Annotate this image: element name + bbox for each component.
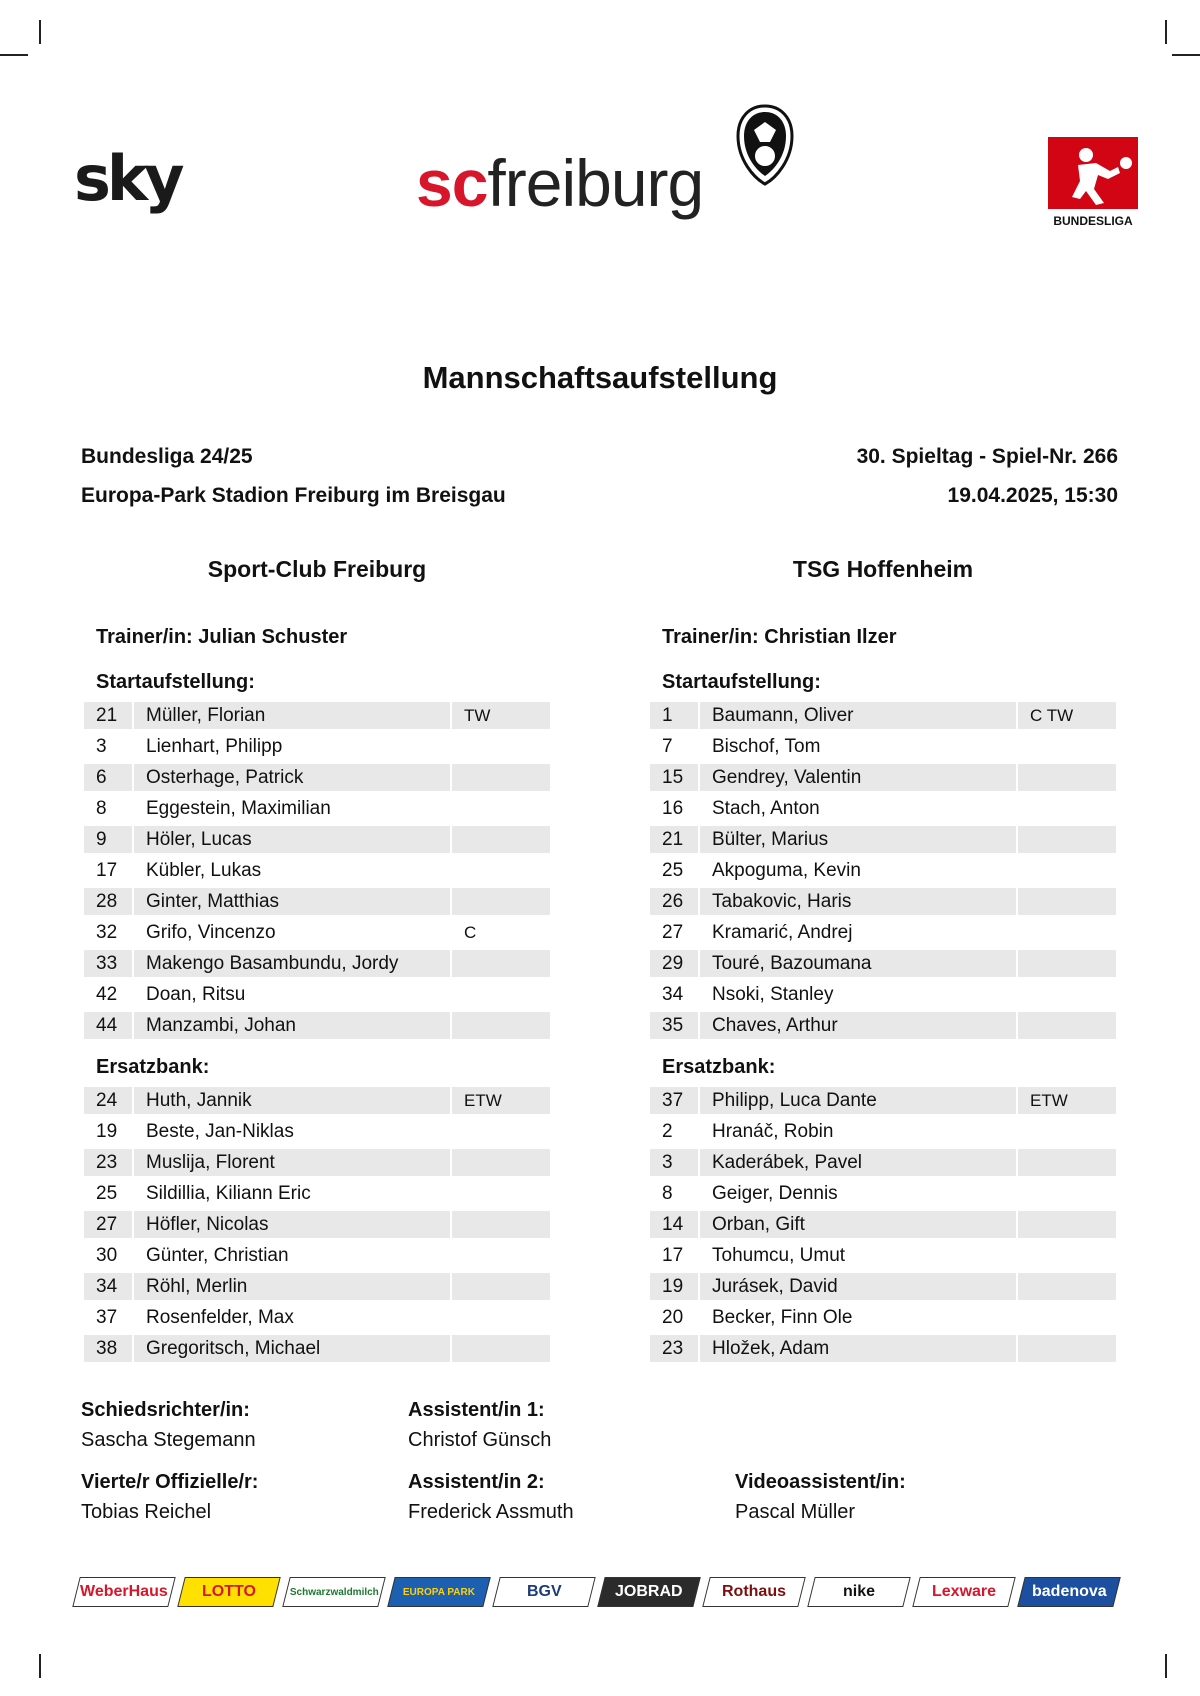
sponsor-name: badenova xyxy=(1031,1583,1107,1600)
player-row xyxy=(650,981,1116,1008)
home-start-label: Startaufstellung: xyxy=(96,671,255,693)
player-role xyxy=(452,733,550,760)
player-row xyxy=(84,1211,550,1238)
player-name: Bischof, Tom xyxy=(712,736,821,757)
player-role xyxy=(1018,826,1116,853)
player-role xyxy=(452,1180,550,1207)
player-number: 24 xyxy=(84,1087,132,1114)
player-number: 34 xyxy=(84,1273,132,1300)
var-label: Videoassistent/in: xyxy=(735,1471,906,1493)
player-name: Kramarić, Andrej xyxy=(712,922,853,943)
player-number: 19 xyxy=(96,1121,118,1142)
player-name: Kübler, Lukas xyxy=(146,860,262,881)
player-number: 1 xyxy=(650,702,698,729)
player-row xyxy=(650,1273,1116,1300)
player-name: Hranáč, Robin xyxy=(712,1121,834,1142)
logo-part-freiburg: freiburg xyxy=(487,146,704,220)
player-name: Makengo Basambundu, Jordy xyxy=(134,950,450,977)
player-number: 27 xyxy=(662,922,684,943)
page-title: Mannschaftsaufstellung xyxy=(422,360,778,395)
crop-mark xyxy=(39,1654,41,1678)
player-name: Hložek, Adam xyxy=(700,1335,1016,1362)
bundesliga-logo-text: BUNDESLIGA xyxy=(1053,214,1133,228)
sponsor-logo xyxy=(597,1577,700,1607)
player-row xyxy=(84,702,550,729)
sky-logo: sky xyxy=(74,142,181,215)
player-row xyxy=(84,764,550,791)
player-role xyxy=(452,1118,550,1145)
sponsor-logo xyxy=(912,1577,1015,1607)
player-row xyxy=(84,1087,550,1114)
player-name: Kaderábek, Pavel xyxy=(700,1149,1016,1176)
player-number: 37 xyxy=(96,1307,118,1328)
assistant2-name: Frederick Assmuth xyxy=(408,1501,574,1523)
crop-mark xyxy=(39,20,41,44)
player-name: Huth, Jannik xyxy=(134,1087,450,1114)
player-role xyxy=(452,795,550,822)
player-row xyxy=(650,1012,1116,1039)
player-row xyxy=(84,857,550,884)
sponsor-name: Rothaus xyxy=(722,1583,786,1600)
player-role xyxy=(1018,1180,1116,1207)
player-name: Chaves, Arthur xyxy=(700,1012,1016,1039)
player-number: 2 xyxy=(662,1121,673,1142)
sc-freiburg-logo xyxy=(416,146,704,220)
player-number: 35 xyxy=(650,1012,698,1039)
player-name: Tabakovic, Haris xyxy=(700,888,1016,915)
player-row xyxy=(650,826,1116,853)
fourth-official-label: Vierte/r Offizielle/r: xyxy=(81,1471,259,1493)
home-bench-label: Ersatzbank: xyxy=(96,1056,210,1078)
player-role xyxy=(1018,764,1116,791)
player-row xyxy=(650,1149,1116,1176)
player-role xyxy=(452,857,550,884)
player-name: Lienhart, Philipp xyxy=(146,736,283,757)
player-name: Bülter, Marius xyxy=(700,826,1016,853)
player-number: 42 xyxy=(96,984,118,1005)
assistant2-label: Assistent/in 2: xyxy=(408,1471,545,1493)
player-role xyxy=(1018,733,1116,760)
player-row xyxy=(650,888,1116,915)
player-role xyxy=(1018,1273,1116,1300)
assistant1-label: Assistent/in 1: xyxy=(408,1399,545,1421)
player-name: Doan, Ritsu xyxy=(146,984,246,1005)
player-role xyxy=(452,1304,550,1331)
player-row xyxy=(84,795,550,822)
player-row xyxy=(650,1180,1116,1207)
player-number: 6 xyxy=(84,764,132,791)
player-name: Philipp, Luca Dante xyxy=(700,1087,1016,1114)
player-row xyxy=(84,1242,550,1269)
player-number: 29 xyxy=(650,950,698,977)
bundesliga-logo xyxy=(1048,137,1138,209)
player-row xyxy=(84,1149,550,1176)
player-row xyxy=(650,1118,1116,1145)
player-number: 17 xyxy=(96,860,118,881)
home-team-name: Sport-Club Freiburg xyxy=(207,556,427,582)
player-number: 38 xyxy=(84,1335,132,1362)
player-number: 28 xyxy=(84,888,132,915)
player-number: 27 xyxy=(84,1211,132,1238)
sponsor-logo xyxy=(177,1577,280,1607)
player-name: Touré, Bazoumana xyxy=(700,950,1016,977)
player-row xyxy=(84,1118,550,1145)
player-number: 32 xyxy=(96,922,118,943)
player-role xyxy=(1018,1335,1116,1362)
sponsor-logo xyxy=(807,1577,910,1607)
player-number: 17 xyxy=(662,1245,684,1266)
player-number: 7 xyxy=(662,736,673,757)
player-row xyxy=(650,1335,1116,1362)
player-name: Gendrey, Valentin xyxy=(700,764,1016,791)
crop-mark xyxy=(1172,54,1200,56)
crop-mark xyxy=(1165,1654,1167,1678)
player-role xyxy=(452,950,550,977)
player-row xyxy=(84,981,550,1008)
player-row xyxy=(650,1211,1116,1238)
player-name: Manzambi, Johan xyxy=(134,1012,450,1039)
away-bench-label: Ersatzbank: xyxy=(662,1056,776,1078)
player-role xyxy=(1018,888,1116,915)
player-row xyxy=(84,1304,550,1331)
player-role xyxy=(1018,1304,1116,1331)
sponsor-logo xyxy=(282,1577,385,1607)
player-name: Höler, Lucas xyxy=(134,826,450,853)
player-row xyxy=(84,1273,550,1300)
var-name: Pascal Müller xyxy=(735,1501,856,1523)
player-number: 8 xyxy=(662,1183,673,1204)
player-row xyxy=(650,950,1116,977)
player-row xyxy=(84,950,550,977)
player-role: ETW xyxy=(452,1087,550,1114)
player-name: Rosenfelder, Max xyxy=(146,1307,294,1328)
sponsor-name: EUROPA PARK xyxy=(402,1586,476,1598)
sponsor-name: WeberHaus xyxy=(80,1583,168,1600)
player-row xyxy=(84,888,550,915)
player-row xyxy=(650,1242,1116,1269)
player-number: 44 xyxy=(84,1012,132,1039)
player-number: 15 xyxy=(650,764,698,791)
player-name: Geiger, Dennis xyxy=(712,1183,838,1204)
player-name: Orban, Gift xyxy=(700,1211,1016,1238)
player-number: 19 xyxy=(650,1273,698,1300)
player-row xyxy=(84,1335,550,1362)
player-number: 23 xyxy=(84,1149,132,1176)
player-name: Sildillia, Kiliann Eric xyxy=(146,1183,311,1204)
player-name: Grifo, Vincenzo xyxy=(146,922,276,943)
player-number: 26 xyxy=(650,888,698,915)
player-name: Müller, Florian xyxy=(134,702,450,729)
player-row xyxy=(650,1304,1116,1331)
player-number: 33 xyxy=(84,950,132,977)
player-name: Gregoritsch, Michael xyxy=(134,1335,450,1362)
player-name: Röhl, Merlin xyxy=(134,1273,450,1300)
fourth-official-name: Tobias Reichel xyxy=(81,1501,212,1523)
away-start-label: Startaufstellung: xyxy=(662,671,821,693)
player-role xyxy=(1018,1118,1116,1145)
player-role: C xyxy=(464,923,477,942)
player-number: 9 xyxy=(84,826,132,853)
player-name: Eggestein, Maximilian xyxy=(146,798,331,819)
sponsor-name: LOTTO xyxy=(202,1583,256,1600)
player-number: 3 xyxy=(96,736,107,757)
player-role xyxy=(452,1149,550,1176)
player-role xyxy=(452,1335,550,1362)
player-number: 34 xyxy=(662,984,684,1005)
sponsor-logo xyxy=(702,1577,805,1607)
sponsor-name: BGV xyxy=(526,1583,562,1600)
player-name: Muslija, Florent xyxy=(134,1149,450,1176)
stadium: Europa-Park Stadion Freiburg im Breisgau xyxy=(81,484,506,507)
player-name: Ginter, Matthias xyxy=(134,888,450,915)
player-row xyxy=(84,826,550,853)
player-name: Akpoguma, Kevin xyxy=(712,860,861,881)
player-role xyxy=(1018,919,1116,946)
player-name: Stach, Anton xyxy=(712,798,820,819)
crop-mark xyxy=(0,54,28,56)
player-role xyxy=(452,1273,550,1300)
referee-label: Schiedsrichter/in: xyxy=(81,1399,250,1421)
player-number: 21 xyxy=(84,702,132,729)
player-number: 25 xyxy=(662,860,684,881)
player-role xyxy=(1018,795,1116,822)
player-role xyxy=(452,1242,550,1269)
player-row xyxy=(84,1180,550,1207)
sponsor-logo xyxy=(492,1577,595,1607)
player-name: Osterhage, Patrick xyxy=(134,764,450,791)
crop-mark xyxy=(1165,20,1167,44)
player-row xyxy=(650,857,1116,884)
player-row xyxy=(84,919,550,946)
player-role xyxy=(1018,1242,1116,1269)
player-name: Baumann, Oliver xyxy=(700,702,1016,729)
player-number: 16 xyxy=(662,798,684,819)
player-row xyxy=(650,702,1116,729)
player-row xyxy=(650,1087,1116,1114)
player-role xyxy=(452,764,550,791)
player-role xyxy=(1018,981,1116,1008)
player-name: Tohumcu, Umut xyxy=(712,1245,846,1266)
player-number: 25 xyxy=(96,1183,118,1204)
player-role xyxy=(452,1211,550,1238)
player-number: 23 xyxy=(650,1335,698,1362)
player-name: Beste, Jan-Niklas xyxy=(146,1121,294,1142)
player-name: Becker, Finn Ole xyxy=(712,1307,853,1328)
match-datetime: 19.04.2025, 15:30 xyxy=(947,484,1118,507)
player-role xyxy=(452,826,550,853)
sponsor-name: Lexware xyxy=(931,1583,997,1600)
player-number: 37 xyxy=(650,1087,698,1114)
player-role: ETW xyxy=(1018,1087,1116,1114)
home-trainer: Trainer/in: Julian Schuster xyxy=(96,626,348,648)
player-name: Nsoki, Stanley xyxy=(712,984,834,1005)
player-name: Jurásek, David xyxy=(700,1273,1016,1300)
player-number: 21 xyxy=(650,826,698,853)
player-role xyxy=(1018,1149,1116,1176)
away-trainer: Trainer/in: Christian Ilzer xyxy=(662,626,897,648)
player-number: 14 xyxy=(650,1211,698,1238)
sponsor-logo xyxy=(1017,1577,1120,1607)
player-role xyxy=(1018,950,1116,977)
player-role xyxy=(1018,1012,1116,1039)
player-role: C TW xyxy=(1018,702,1116,729)
competition: Bundesliga 24/25 xyxy=(81,445,253,468)
player-row xyxy=(650,919,1116,946)
player-row xyxy=(84,1012,550,1039)
player-row xyxy=(650,764,1116,791)
player-row xyxy=(84,733,550,760)
away-team-name: TSG Hoffenheim xyxy=(792,556,974,582)
player-row xyxy=(650,733,1116,760)
club-crest-icon xyxy=(736,104,794,191)
player-role xyxy=(1018,857,1116,884)
player-row xyxy=(650,795,1116,822)
sponsor-name: nike xyxy=(842,1583,875,1600)
referee-name: Sascha Stegemann xyxy=(81,1429,256,1451)
sponsor-logo xyxy=(72,1577,175,1607)
sponsor-name: JOBRAD xyxy=(615,1583,683,1600)
player-number: 3 xyxy=(650,1149,698,1176)
player-number: 20 xyxy=(662,1307,684,1328)
player-role xyxy=(1018,1211,1116,1238)
player-role xyxy=(452,981,550,1008)
assistant1-name: Christof Günsch xyxy=(408,1429,552,1451)
player-role: TW xyxy=(452,702,550,729)
player-role xyxy=(452,888,550,915)
player-number: 8 xyxy=(96,798,107,819)
sponsor-logo xyxy=(387,1577,490,1607)
matchday: 30. Spieltag - Spiel-Nr. 266 xyxy=(856,445,1118,468)
player-name: Höfler, Nicolas xyxy=(134,1211,450,1238)
player-number: 30 xyxy=(96,1245,118,1266)
player-role xyxy=(452,1012,550,1039)
player-name: Günter, Christian xyxy=(146,1245,289,1266)
sponsor-name: Schwarzwaldmilch xyxy=(289,1586,379,1598)
logo-part-sc: sc xyxy=(416,146,488,220)
